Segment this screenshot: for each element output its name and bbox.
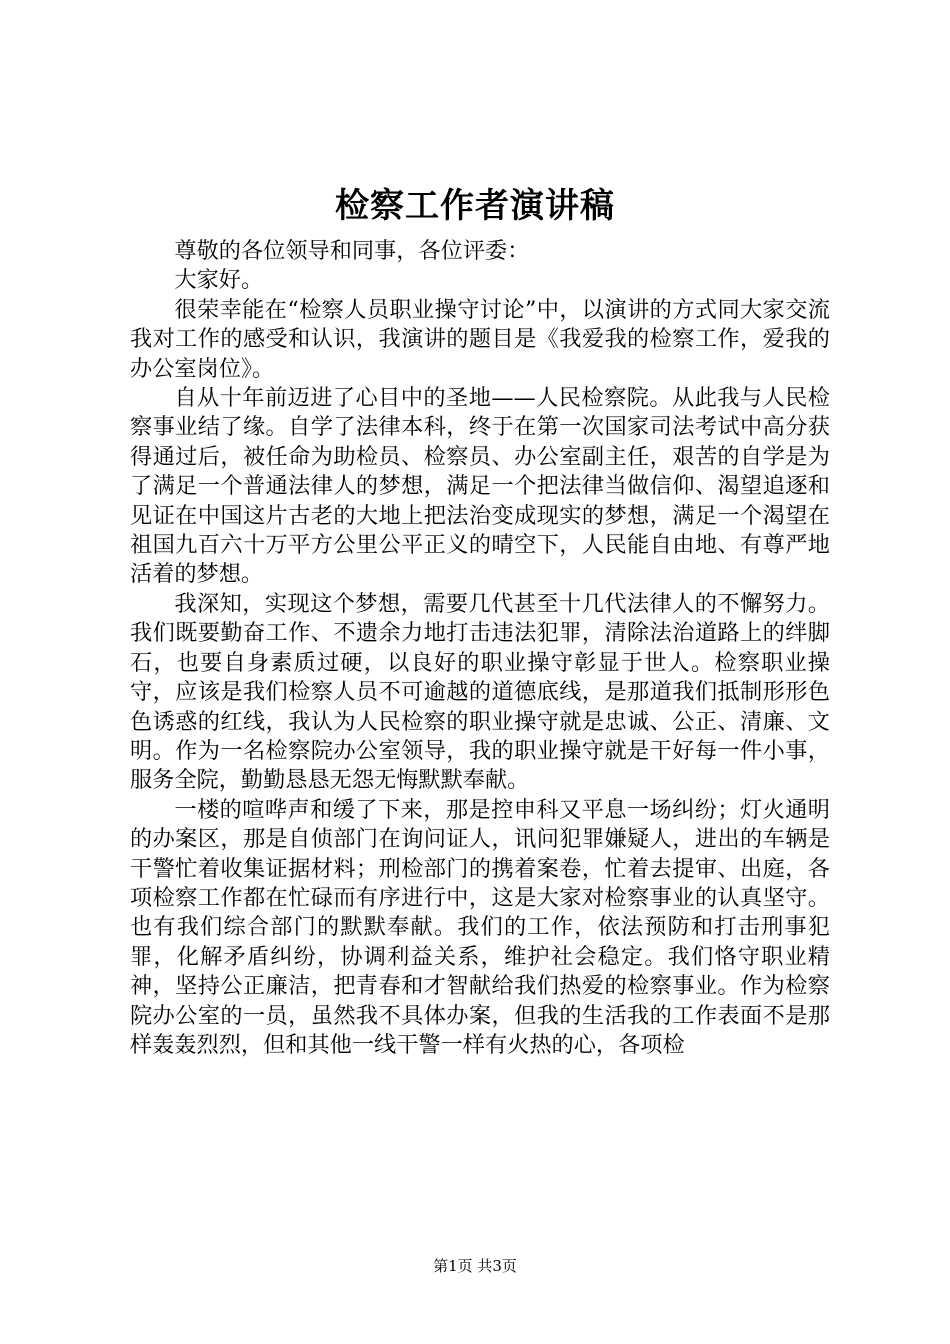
page-number-footer: 第1页 共3页 [433,1257,517,1275]
paragraph: 我深知，实现这个梦想，需要几代甚至十几代法律人的不懈努力。我们既要勤奋工作、不遗余力地打击违法犯罪，清除法治道路上的绊脚石，也要自身素质过硬，以良好的职业操守彰显于世人。检察职业操守，应该是我们检察人员不可逾越的道德底线，是那道我们抵制形形色色诱惑的红线，我认为人民检察的职业操守就是忠诚、公正、清廉、文明。作为一名检察院办公室领导，我的职业操守就是干好每一件小事，服务全院，勤勤恳恳无怨无悔默默奉献。 [130,590,830,794]
paragraph-salutation: 尊敬的各位领导和同事，各位评委： [174,238,530,264]
paragraph: 很荣幸能在“检察人员职业操守讨论”中，以演讲的方式同大家交流我对工作的感受和认识，我演讲的题目是《我爱我的检察工作，爱我的办公室岗位》。 [130,296,830,382]
document-body [130,237,830,1060]
paragraph: 一楼的喧哗声和缓了下来，那是控申科又平息一场纠纷；灯火通明的办案区，那是自侦部门在询问证人，讯问犯罪嫌疑人，进出的车辆是干警忙着收集证据材料；刑检部门的携着案卷，忙着去提审、出庭，各项检察工作都在忙碌而有序进行中，这是大家对检察事业的认真坚守。也有我们综合部门的默默奉献。我们的工作，依法预防和打击刑事犯罪，化解矛盾纠纷，协调利益关系，维护社会稳定。我们恪守职业精神，坚持公正廉洁，把青春和才智献给我们热爱的检察事业。作为检察院办公室的一员，虽然我不具体办案，但我的生活我的工作表面不是那样轰轰烈烈，但和其他一线干警一样有火热的心，各项检 [130,796,830,1058]
document-title: 检察工作者演讲稿 [335,186,615,226]
paragraph: 自从十年前迈进了心目中的圣地——人民检察院。从此我与人民检察事业结了缘。自学了法律本科，终于在第一次国家司法考试中高分获得通过后，被任命为助检员、检察员、办公室副主任，艰苦的自学是为了满足一个普通法律人的梦想，满足一个把法律当做信仰、渴望追逐和见证在中国这片古老的大地上把法治变成现实的梦想，满足一个渴望在祖国九百六十万平方公里公平正义的晴空下，人民能自由地、有尊严地活着的梦想。 [130,385,830,588]
paragraph-greeting: 大家好。 [174,267,264,294]
